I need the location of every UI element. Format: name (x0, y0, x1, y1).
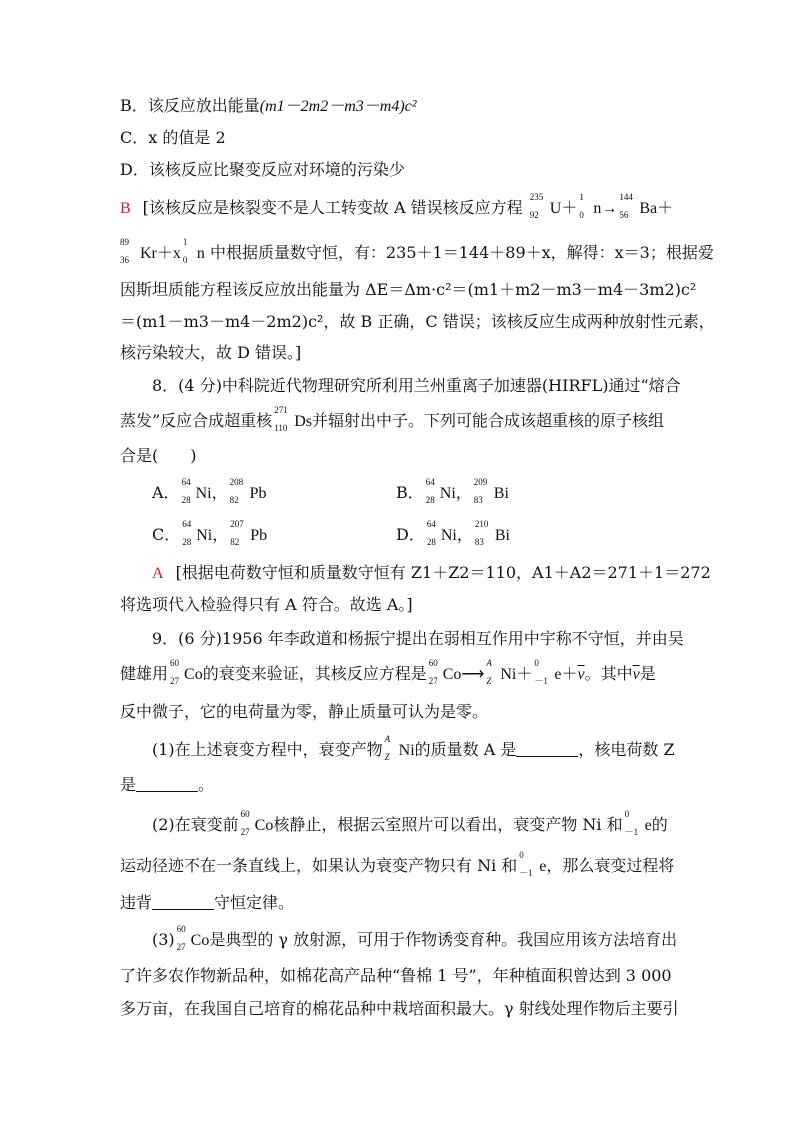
option-letter: D． (396, 525, 425, 544)
isotope-pb207: 207 82 Pb (230, 519, 268, 547)
antineutrino-symbol: $\overline{v}$ (577, 666, 585, 683)
answer-label: B (120, 200, 131, 217)
option-d: D．该核反应比聚变反应对环境的污染少 (120, 160, 405, 179)
q7-exp-1a: [该核反应是核裂变不是人工转变故 A 错误 (142, 198, 443, 217)
q7-explanation-line-3: 因斯坦质能方程该反应放出能量为 ΔE＝Δm·c²＝(m1＋m2－m3－m4－3m2)c² (120, 280, 697, 299)
q8-stem-line-3: 合是( ) (120, 446, 197, 465)
q9-part2-line-2 (120, 850, 675, 878)
q7-exp-2: 中根据质量数守恒，有：235＋1＝144＋89＋x，解得：x＝3；根据爱 (210, 243, 714, 262)
option-b-text: B．该反应放出能量 (120, 96, 260, 115)
isotope-co60: 60 27 Co (170, 658, 203, 686)
q8-option-b: B． 64 28 Ni， 209 83 Bi (396, 477, 509, 505)
isotope-pb208: 208 82 Pb (229, 477, 267, 505)
q9-p2c: 的 (651, 815, 668, 834)
isotope-neutron: 1 0 n (182, 237, 205, 265)
q9-part3-line-1 (152, 924, 678, 952)
isotope-ba144: 144 56 Ba (619, 192, 658, 220)
isotope-ni64: 64 28 Ni (426, 519, 457, 547)
q7-explanation-line-4: ＝(m1－m3－m4－2m2)c²，故 B 正确，C 错误；该核反应生成两种放射性元素， (120, 312, 715, 331)
q9-p2e: ，那么衰变过程将 (546, 856, 675, 875)
option-c: C．x 的值是 2 (120, 128, 226, 147)
q8-explanation-line-1 (152, 563, 711, 584)
answer-label: A (152, 565, 164, 582)
option-letter: C． (152, 525, 181, 544)
q8-stem-line-1: 8．(4 分)中科院近代物理研究所利用兰州重离子加速器(HIRFL)通过“熔合 (152, 376, 681, 395)
isotope-bi210: 210 83 Bi (474, 519, 510, 547)
q9-stem-line-2: 健雄用 60 27 Co的衰变来验证，其核反应方程是 60 27 Co⟶ A Z Ni＋ 0 －1 $e+\overline{v}$。其中$\overline{v}$是 (120, 658, 656, 686)
q9-stem-2c: 。其中 (584, 664, 633, 683)
isotope-kr89: 89 36 Kr (120, 237, 157, 265)
q8-stem-line-2 (120, 405, 664, 433)
q7-explanation-line-1: B [该核反应是核裂变不是人工转变故 A 错误核反应方程 235 92 U＋ 1 0 n→ 144 56 Ba＋ (120, 192, 674, 220)
q9-stem-line-1: 9．(6 分)1956 年李政道和杨振宁提出在弱相互作用中宇称不守恒，并由吴 (152, 629, 684, 648)
option-letter: B． (396, 483, 424, 502)
q7-explanation-line-5: 核污染较大，故 D 错误。] (120, 343, 302, 362)
answer-blank[interactable] (516, 742, 578, 757)
q8-option-d: D． 64 28 Ni， 210 83 Bi (396, 519, 510, 547)
isotope-co60: 60 27 Co (428, 658, 462, 686)
q9-p1e: 。 (198, 775, 215, 794)
isotope-ni-az: A Z Ni (384, 734, 415, 762)
q9-part3-line-2: 了许多农作物新品种，如棉花高产品种“鲁棉 1 号”，年种植面积曾达到 3 000 (120, 966, 672, 985)
q9-p1c: ，核电荷数 Z (578, 740, 675, 759)
isotope-electron: 0 －1 e (534, 658, 562, 686)
q9-stem-2a: 健雄用 (120, 664, 169, 683)
q9-p3-prefix: (3) (152, 930, 175, 949)
isotope-co60: 60 27 Co (240, 809, 274, 837)
answer-blank[interactable] (136, 777, 198, 792)
answer-blank[interactable] (152, 895, 214, 910)
isotope-co60: 60 27 Co (176, 924, 210, 952)
q8-stem-2a: 蒸发”反应合成超重核 (120, 411, 273, 430)
q9-p2d: 运动径迹不在一条直线上，如果认为衰变产物只有 Ni 和 (120, 856, 518, 875)
q7-exp-1b: 核反应方程 (442, 198, 523, 217)
q9-part1-line-2 (120, 775, 214, 795)
q8-exp-1: [根据电荷数守恒和质量数守恒有 Z1＋Z2＝110，A1＋A2＝271＋1＝272 (175, 563, 711, 582)
isotope-ni-az: A Z Ni (486, 658, 517, 686)
q9-part2-line-1 (152, 809, 668, 837)
q9-stem-2b: 的衰变来验证，其核反应方程是 (202, 664, 427, 683)
q8-option-a: A． 64 28 Ni， 208 82 Pb (152, 477, 267, 505)
isotope-bi209: 209 83 Bi (473, 477, 509, 505)
q8-explanation-line-2: 将选项代入检验得只有 A 符合。故选 A。] (120, 595, 413, 614)
antineutrino-symbol: $\overline{v}$ (632, 666, 640, 683)
q9-stem-line-3: 反中微子，它的电荷量为零，静止质量可认为是零。 (120, 702, 489, 721)
q9-p2f: 违背 (120, 893, 153, 912)
option-b (120, 96, 417, 117)
isotope-electron: 0 －1 e (519, 850, 547, 878)
q9-p3a: 是典型的 γ 放射源，可用于作物诱变育种。我国应用该方法培育出 (209, 930, 678, 949)
option-b-formula: (m1－2m2－m3－m4)c² (259, 98, 417, 115)
q9-p2g: 守恒定律。 (214, 893, 295, 912)
isotope-u235: 235 92 U (529, 192, 562, 220)
q9-part3-line-3: 多万亩，在我国自己培育的棉花品种中栽培面积最大。γ 射线处理作物后主要引 (120, 999, 679, 1018)
isotope-electron: 0 －1 e (624, 809, 652, 837)
q9-part2-line-3 (120, 893, 294, 913)
isotope-neutron: 1 0 n (579, 192, 602, 220)
q9-p1a: (1)在上述衰变方程中，衰变产物 (152, 740, 383, 759)
q9-part1-line-1 (152, 734, 675, 762)
q8-option-c: C． 64 28 Ni， 207 82 Pb (152, 519, 268, 547)
q9-p2b: 核静止，根据云室照片可以看出，衰变产物 Ni 和 (273, 815, 623, 834)
isotope-ds271: 271 110 Ds (274, 405, 312, 433)
q7-explanation-line-2: 89 36 Kr＋x 1 0 n 中根据质量数守恒，有：235＋1＝144＋89＋x，解得：x＝3；根据爱 (120, 237, 714, 265)
q9-p1d: 是 (120, 775, 137, 794)
q9-p2a: (2)在衰变前 (152, 815, 239, 834)
option-letter: A． (152, 483, 180, 502)
isotope-ni64: 64 28 Ni (181, 477, 212, 505)
q9-stem-2d: 是 (639, 664, 656, 683)
q8-stem-2b: 并辐射出中子。下列可能合成该超重核的原子核组 (311, 411, 664, 430)
isotope-ni64: 64 28 Ni (182, 519, 213, 547)
isotope-ni64: 64 28 Ni (425, 477, 456, 505)
q9-p1b: 的质量数 A 是 (414, 740, 517, 759)
